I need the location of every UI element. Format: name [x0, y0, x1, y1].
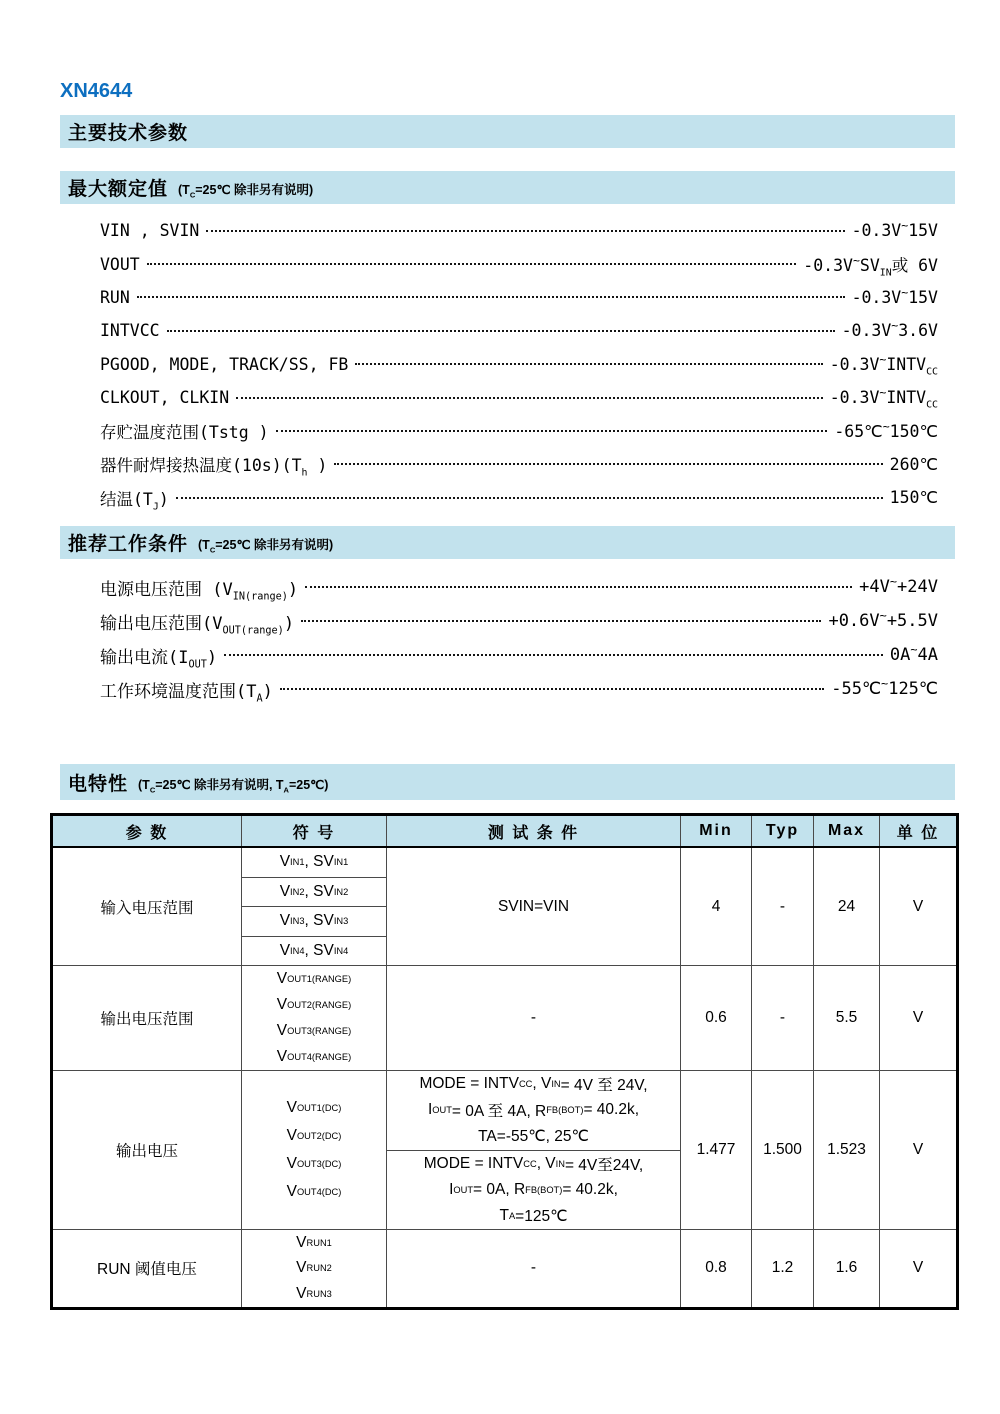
spec-label: INTVCC — [100, 321, 160, 341]
table-row — [53, 848, 956, 965]
spec-value: $-0.3V^\sim INTV_{CC}$ — [829, 352, 938, 378]
condition-line: TA=-55℃, 25℃ — [478, 1127, 589, 1145]
spec-label: 输出电压范围$(V_{OUT(range)})$ — [100, 613, 295, 636]
symbol-line: V IN3 , SV IN3 — [242, 907, 386, 937]
spec-row — [100, 414, 938, 447]
min-cell: 1.477 — [680, 1071, 751, 1229]
spec-value: -65℃~150℃ — [834, 419, 938, 441]
table-header-cell: 符 号 — [241, 816, 386, 846]
symbol-line: V OUT4(RANGE) — [276, 1048, 352, 1065]
spec-label: 工作环境温度范围$(T_A)$ — [100, 681, 273, 704]
max-cell: 1.6 — [813, 1230, 879, 1307]
spec-label: 输出电流$(I_{OUT})$ — [100, 647, 218, 670]
section-banner-recommended — [60, 526, 955, 559]
condition-cell: - — [386, 1230, 680, 1307]
spec-row — [100, 604, 938, 638]
typ-cell: - — [751, 966, 813, 1070]
spec-value: -0.3V~15V — [851, 285, 938, 307]
param-cell: 输出电压范围 — [100, 1011, 194, 1028]
param-cell: 输出电压 — [115, 1143, 178, 1161]
abs-max-note: ($T_C=25℃$ 除非另有说明) — [178, 183, 314, 200]
spec-row — [100, 481, 938, 514]
min-cell: 0.8 — [680, 1230, 751, 1307]
symbol-stack — [242, 1071, 386, 1229]
dotted-leader — [334, 463, 882, 465]
unit-cell: V — [879, 1230, 956, 1307]
table-header-cell: 测 试 条 件 — [386, 816, 680, 846]
symbol-line: V OUT2(DC) — [286, 1127, 342, 1145]
dotted-leader — [276, 430, 828, 432]
symbol-line: V OUT3(RANGE) — [276, 1022, 352, 1039]
symbol-line: V IN2 , SV IN2 — [242, 878, 386, 908]
dotted-leader — [224, 654, 883, 656]
spec-row — [100, 348, 938, 381]
symbol-cell — [241, 1230, 386, 1307]
spec-value: 150℃ — [889, 488, 938, 508]
symbol-line: V OUT4(DC) — [286, 1183, 342, 1201]
symbol-line: V RUN2 — [296, 1259, 332, 1277]
spec-value: 260℃ — [889, 454, 938, 474]
section-banner-main — [60, 115, 955, 148]
section-banner-electrical — [60, 764, 955, 800]
dotted-leader — [301, 620, 821, 622]
symbol-cell — [241, 966, 386, 1070]
spec-row — [100, 314, 938, 347]
table-header-cell: Max — [813, 816, 879, 846]
part-number: XN4644 — [60, 80, 133, 102]
param-cell: RUN 阈值电压 — [97, 1261, 197, 1279]
unit-cell: V — [879, 1071, 956, 1229]
spec-label: 存贮温度范围(Tstg ) — [100, 423, 269, 443]
unit-cell: V — [879, 848, 956, 965]
typ-cell: 1.2 — [751, 1230, 813, 1307]
spec-row — [100, 214, 938, 247]
section-banner-abs-max — [60, 171, 955, 204]
symbol-line: V OUT3(DC) — [286, 1155, 342, 1173]
table-row — [53, 965, 956, 1070]
main-section-title: 主要技术参数 — [68, 123, 189, 144]
table-header-cell: 参 数 — [125, 824, 169, 842]
spec-row — [100, 281, 938, 314]
spec-value: -0.3V~3.6V — [841, 318, 938, 341]
spec-value: +4V~+24V — [859, 574, 938, 597]
spec-row — [100, 381, 938, 414]
spec-value: $-0.3V^\sim SV_{IN}$或 6V — [803, 253, 938, 279]
spec-label: VOUT — [100, 254, 140, 274]
spec-row — [100, 570, 938, 604]
dotted-leader — [280, 688, 824, 690]
table-header-cell: 单 位 — [879, 816, 956, 846]
symbol-line: V IN1 , SV IN1 — [242, 848, 386, 878]
symbol-cell — [241, 848, 386, 965]
condition-cell — [386, 1071, 680, 1229]
dotted-leader — [236, 397, 823, 399]
symbol-line: V OUT2(RANGE) — [276, 996, 352, 1013]
table-header-cell: Min — [680, 816, 751, 846]
typ-cell: 1.500 — [751, 1071, 813, 1229]
table-header-cell: Typ — [751, 816, 813, 846]
symbol-stack — [242, 848, 386, 965]
max-cell: 5.5 — [813, 966, 879, 1070]
spec-row — [100, 247, 938, 280]
condition-block — [387, 1071, 680, 1150]
max-cell: 24 — [813, 848, 879, 965]
table-row — [53, 1229, 956, 1307]
symbol-line: V OUT1(DC) — [286, 1099, 342, 1117]
max-cell: 1.523 — [813, 1071, 879, 1229]
spec-value: -0.3V~15V — [851, 218, 938, 241]
spec-value: -55℃~125℃ — [831, 676, 938, 699]
spec-label: CLKOUT, CLKIN — [100, 388, 230, 408]
dotted-leader — [355, 363, 822, 365]
symbol-cell — [241, 1071, 386, 1229]
spec-label: PGOOD, MODE, TRACK/SS, FB — [100, 354, 349, 374]
condition-line: MODE = INTV CC , V IN = 4V至24V, — [423, 1154, 644, 1174]
min-cell: 0.6 — [680, 966, 751, 1070]
condition-cell: SVIN=VIN — [386, 848, 680, 965]
symbol-line: V IN4 , SV IN4 — [279, 941, 349, 959]
electrical-title: 电特性 — [68, 773, 129, 795]
spec-label: 电源电压范围 $(V_{IN(range)})$ — [100, 579, 299, 602]
dotted-leader — [305, 586, 852, 588]
spec-label: 结温$(T_J)$ — [100, 489, 169, 513]
min-cell: 4 — [680, 848, 751, 965]
symbol-stack — [242, 1230, 386, 1307]
spec-row — [100, 448, 938, 481]
recommended-title: 推荐工作条件 — [68, 534, 189, 555]
symbol-line: V RUN3 — [296, 1284, 332, 1302]
spec-value: $-0.3V^\sim INTV_{CC}$ — [829, 385, 938, 411]
dotted-leader — [137, 296, 845, 298]
condition-line: T A =125℃ — [499, 1207, 568, 1225]
unit-cell: V — [879, 966, 956, 1070]
dotted-leader — [176, 497, 883, 499]
condition-stack — [387, 1071, 680, 1229]
condition-line: MODE = INTV CC , V IN = 4V 至 24V, — [419, 1075, 648, 1095]
condition-block — [387, 1150, 680, 1230]
condition-line: I OUT = 0A, R FB(BOT) = 40.2k, — [449, 1180, 618, 1198]
condition-line: I OUT = 0A 至 4A, R FB(BOT) = 40.2k, — [427, 1101, 640, 1121]
recommended-note: ($T_C=25℃$ 除非另有说明) — [198, 538, 334, 555]
condition-cell: - — [386, 966, 680, 1070]
spec-label: 器件耐焊接热温度$(10s)(T_h$ ) — [100, 456, 328, 479]
dotted-leader — [167, 330, 835, 332]
table-header-row — [53, 816, 956, 848]
spec-label: VIN , SVIN — [100, 221, 200, 241]
electrical-characteristics-table — [50, 813, 959, 1310]
symbol-stack — [242, 966, 386, 1070]
table-row — [53, 1070, 956, 1229]
spec-value: 0A~4A — [889, 642, 938, 665]
electrical-note: ($T_C=25℃$ 除非另有说明, $T_A=25℃$) — [138, 777, 329, 794]
spec-row — [100, 638, 938, 672]
dotted-leader — [206, 230, 844, 232]
param-cell: 输入电压范围 — [100, 899, 194, 917]
symbol-line: V OUT1(RANGE) — [276, 970, 352, 987]
table-body — [53, 848, 956, 1307]
symbol-line: V RUN1 — [296, 1233, 332, 1251]
typ-cell: - — [751, 848, 813, 965]
spec-row — [100, 672, 938, 706]
dotted-leader — [147, 263, 797, 265]
spec-value: +0.6V~+5.5V — [828, 608, 938, 631]
abs-max-spec-list — [100, 214, 938, 515]
abs-max-title: 最大额定值 — [68, 179, 169, 200]
spec-label: RUN — [100, 287, 130, 307]
recommended-spec-list — [100, 570, 938, 706]
